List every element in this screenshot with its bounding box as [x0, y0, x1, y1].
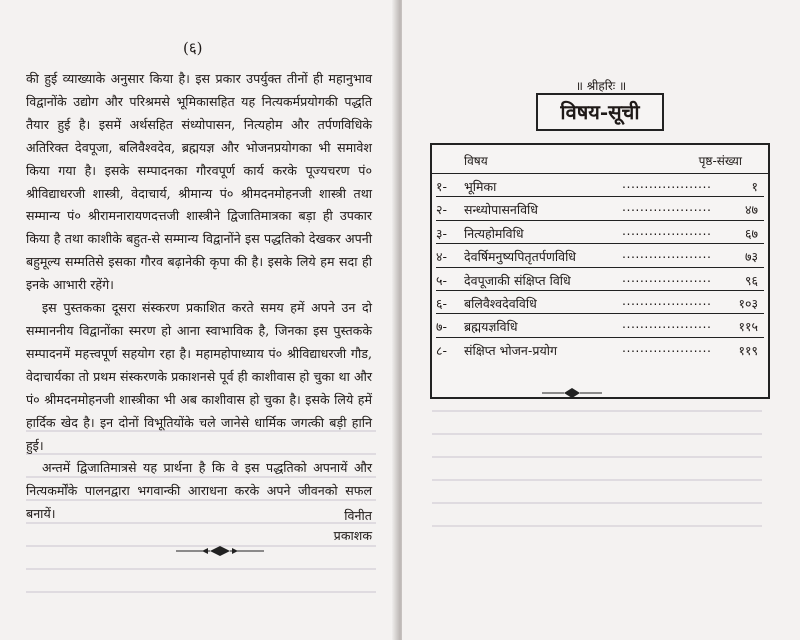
entry-number: ५-: [436, 272, 448, 288]
entry-page: ११९: [738, 342, 758, 358]
contents-row: [432, 268, 768, 291]
contents-row: [432, 174, 768, 197]
contents-row: [432, 221, 768, 244]
left-page: [0, 0, 398, 640]
entry-page: ११५: [738, 319, 758, 335]
entry-page: १०३: [738, 295, 758, 311]
entry-title: नित्यहोमविधि: [464, 225, 524, 241]
entry-title: देवपूजाकी संक्षिप्त विधि: [464, 272, 571, 288]
dot-leader: ....................: [622, 246, 712, 262]
paragraph: अन्तमें द्विजातिमात्रसे यह प्रार्थना है कि वे इस पद्धतिको अपनायें और नित्यकर्मोंके पालनद्वारा भगवान्की आराधना करके अपने जीवनको सफल बनायें।: [26, 460, 372, 522]
dot-leader: ....................: [622, 199, 712, 215]
entry-number: ६-: [436, 295, 448, 311]
entry-number: ४-: [436, 249, 448, 265]
contents-table: [430, 143, 770, 399]
column-subject: विषय: [464, 154, 488, 168]
entry-title: देवर्षिमनुष्यपितृतर्पणविधि: [464, 249, 576, 265]
entry-page: १: [751, 179, 758, 194]
entry-title: सन्ध्योपासनविधि: [464, 202, 538, 218]
entry-page: ४७: [744, 202, 758, 218]
contents-row: [432, 244, 768, 267]
entry-title: बलिवैश्वदेवविधि: [464, 295, 537, 311]
signature-publisher: प्रकाशक: [333, 528, 372, 543]
bleed-through: [432, 410, 762, 560]
dot-leader: ....................: [622, 316, 712, 332]
page-number: (६): [183, 39, 203, 57]
ornament-divider: [542, 386, 602, 400]
entry-number: ७-: [436, 319, 448, 335]
paragraph: इस पुस्तकका दूसरा संस्करण प्रकाशित करते समय हमें अपने उन दो सम्माननीय विद्वानोंका स्मरण हो आना स्वाभाविक है, जिनका इस पुस्तकके सम्पादनमें महत्त्वपूर्ण सहयोग रहा है। महामहोपाध्याय पं० श्रीविद्याधरजी गौड, वेदाचार्यका तो प्रथम संस्करणके प्रकाशनसे पूर्व ही काशीवास हो चुका था और पं० श्रीमदनमोहनजी शास्त्रीका भी अब काशीवास हो चुका है। इसके लिये हमें हार्दिक खेद है। इन दोनों विभूतियोंके चले जानेसे धार्मिक जगत्की बड़ी हानि हुई।: [26, 300, 372, 453]
contents-row: [432, 197, 768, 220]
dot-leader: ....................: [622, 292, 712, 308]
entry-page: ९६: [744, 272, 758, 288]
contents-row: [432, 338, 768, 361]
contents-row: [432, 314, 768, 337]
invocation: ॥ श्रीहरिः ॥: [575, 79, 627, 93]
dot-leader: ....................: [622, 339, 712, 355]
entry-title: ब्रह्मयज्ञविधि: [464, 319, 518, 335]
entry-number: १-: [436, 179, 448, 194]
ornament-divider: [176, 544, 264, 558]
dot-leader: ....................: [622, 222, 712, 238]
page-title: विषय-सूची: [536, 93, 664, 131]
paragraph: की हुई व्याख्याके अनुसार किया है। इस प्रकार उपर्युक्त तीनों ही महानुभाव विद्वानोंके उद्योग और परिश्रमसे भूमिकासहित यह नित्यकर्मप्रयोगकी पद्धति तैयार हुई है। इसमें अर्थसहित संध्योपासन, नित्यहोम और तर्पणविधिके अतिरिक्त देवपूजा, बलिवैश्वदेव, ब्रह्मयज्ञ और भोजनप्रयोगका भी समावेश किया गया है। इसके सम्पादनका गौरवपूर्ण कार्य करके पूज्यचरण पं० श्रीविद्याधरजी शास्त्री, वेदाचार्य, श्रीमान्य पं० श्रीमदनमोहनजी शास्त्री तथा सम्मान्य पं० श्रीरामनारायणदत्तजी शास्त्रीने द्विजातिमात्रका बड़ा ही उपकार किया है तथा काशीके बहुत-से सम्मान्य विद्वानोंने इस पद्धतिको देखकर अपनी बहुमूल्य सम्मतिसे इसका गौरव बढ़ानेकी कृपा की है। इसके लिये हम सदा ही इनके आभारी रहेंगे।: [26, 71, 372, 293]
entry-page: ६७: [744, 225, 758, 241]
entry-number: २-: [436, 202, 448, 218]
entry-title: भूमिका: [464, 179, 497, 194]
entry-title: संक्षिप्त भोजन-प्रयोग: [464, 342, 557, 358]
contents-row: [432, 291, 768, 314]
dot-leader: ....................: [622, 269, 712, 285]
column-page: पृष्ठ-संख्या: [698, 154, 742, 168]
entry-number: ३-: [436, 225, 448, 241]
signature-vinit: विनीत: [344, 508, 372, 523]
entry-number: ८-: [436, 342, 448, 358]
preface-text: [26, 68, 372, 526]
dot-leader: ....................: [622, 176, 712, 191]
right-page: [402, 0, 800, 640]
entry-page: ७३: [744, 249, 758, 265]
contents-header: [432, 145, 768, 174]
